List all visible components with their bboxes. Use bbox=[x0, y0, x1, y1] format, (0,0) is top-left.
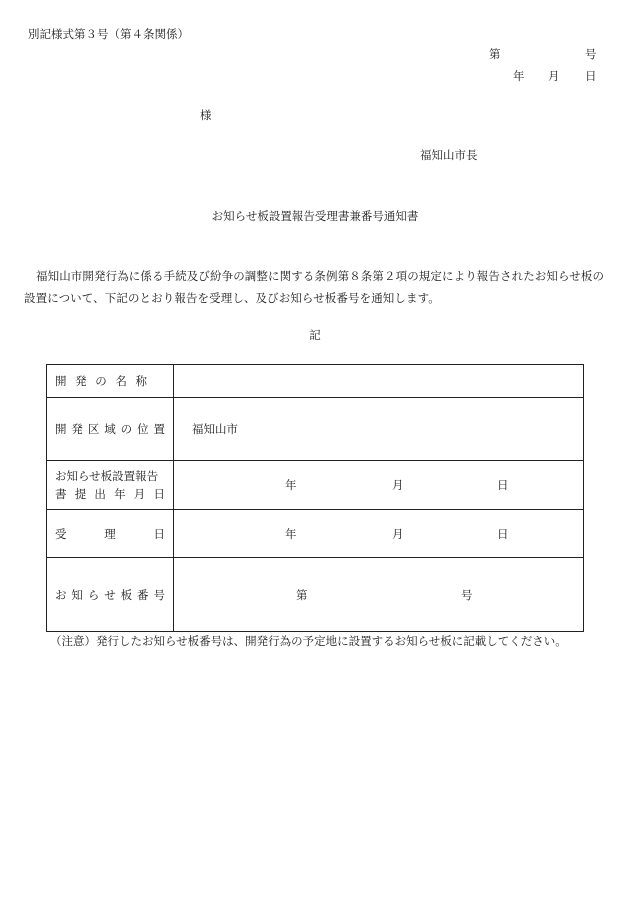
report-submission-date-value[interactable] bbox=[174, 461, 584, 510]
label-char: 開 bbox=[55, 374, 67, 388]
date-year-label: 年 bbox=[285, 478, 297, 492]
label-char: 称 bbox=[135, 374, 147, 388]
number-prefix-label: 第 bbox=[296, 587, 308, 602]
label-char: 年 bbox=[114, 487, 126, 501]
table-row bbox=[47, 398, 584, 461]
label-char: 出 bbox=[94, 487, 106, 501]
label-char: 知 bbox=[71, 587, 83, 602]
date-day-label: 日 bbox=[497, 526, 509, 541]
label-development-area-location bbox=[47, 398, 174, 461]
date-day-label: 日 bbox=[497, 478, 509, 492]
label-char: 月 bbox=[133, 487, 146, 501]
addressee-honorific: 様 bbox=[200, 108, 212, 122]
label-notice-board-number bbox=[47, 558, 174, 632]
acceptance-date-value[interactable] bbox=[174, 510, 584, 558]
note-text: （注意）発行したお知らせ板番号は、開発行為の予定地に設置するお知らせ板に記載してください。 bbox=[50, 634, 567, 648]
document-number-suffix: 号 bbox=[585, 47, 597, 61]
info-table bbox=[46, 364, 584, 632]
label-char: の bbox=[95, 374, 107, 388]
notice-board-number-value[interactable] bbox=[174, 558, 584, 632]
label-line-1: お知らせ板設置報告 bbox=[55, 469, 159, 483]
label-char: 日 bbox=[153, 526, 165, 541]
label-char: 理 bbox=[104, 526, 116, 541]
label-char: お bbox=[55, 587, 67, 602]
label-char: 日 bbox=[153, 487, 165, 501]
date-month-label: 月 bbox=[392, 478, 404, 492]
label-char: 置 bbox=[153, 422, 165, 436]
issue-date-year: 年 bbox=[513, 69, 525, 83]
label-char: 域 bbox=[104, 422, 116, 436]
label-char: 名 bbox=[115, 374, 127, 388]
label-char: 板 bbox=[120, 587, 133, 602]
date-year-label: 年 bbox=[285, 526, 297, 541]
issue-date-day: 日 bbox=[585, 69, 597, 83]
label-char: 開 bbox=[55, 422, 67, 436]
label-char: 発 bbox=[71, 422, 83, 436]
table-row bbox=[47, 558, 584, 632]
label-char: の bbox=[120, 422, 133, 436]
date-month-label: 月 bbox=[392, 526, 404, 541]
issuer-name: 福知山市長 bbox=[420, 148, 478, 162]
label-char: 位 bbox=[137, 422, 149, 436]
label-char: 提 bbox=[74, 487, 87, 501]
development-name-value[interactable] bbox=[174, 365, 584, 398]
label-char: 番 bbox=[137, 587, 149, 602]
document-title: お知らせ板設置報告受理書兼番号通知書 bbox=[211, 209, 419, 223]
label-char: ら bbox=[87, 587, 100, 602]
number-suffix-label: 号 bbox=[461, 587, 473, 602]
label-char: 受 bbox=[55, 526, 67, 541]
label-char: 号 bbox=[153, 587, 165, 602]
label-char: 発 bbox=[75, 374, 87, 388]
body-paragraph: 福知山市開発行為に係る手続及び紛争の調整に関する条例第８条第２項の規定により報告されたお知らせ板の設置について、下記のとおり報告を受理し、及びお知らせ板番号を通知します。 bbox=[24, 269, 605, 305]
issue-date-month: 月 bbox=[548, 69, 560, 83]
label-development-name bbox=[47, 365, 174, 398]
table-row bbox=[47, 365, 584, 398]
document-number-prefix: 第 bbox=[489, 47, 501, 61]
table-row bbox=[47, 510, 584, 558]
label-char: 区 bbox=[87, 422, 100, 436]
table-row bbox=[47, 461, 584, 510]
label-char: せ bbox=[104, 587, 116, 602]
development-area-location-value[interactable]: 福知山市 bbox=[174, 398, 584, 461]
label-char: 書 bbox=[55, 487, 67, 501]
ki-heading: 記 bbox=[309, 328, 321, 342]
label-acceptance-date bbox=[47, 510, 174, 558]
form-identifier: 別記様式第３号（第４条関係） bbox=[28, 27, 189, 41]
label-report-submission-date bbox=[47, 461, 174, 510]
